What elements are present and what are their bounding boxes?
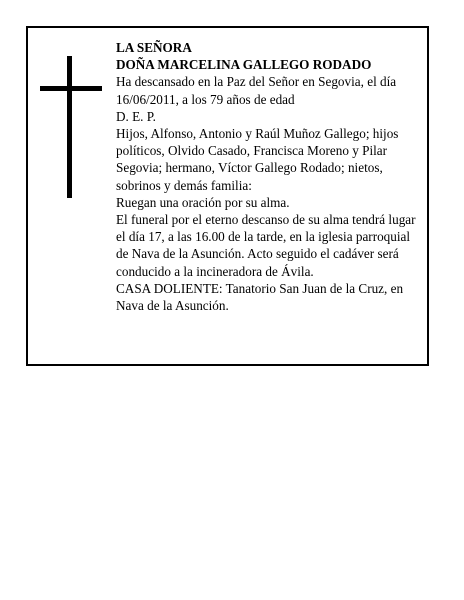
title-line: LA SEÑORA: [116, 40, 192, 55]
funeral-info: El funeral por el eterno descanso de su alma tendrá lugar el día 17, a las 16.00 de la tarde, en la iglesia parroquial de Nava de la Asunción. Acto seguido el cadáver será conducido a la incineradora de Ávila.: [116, 212, 416, 279]
obituary-text: [116, 39, 422, 314]
cross-horizontal-bar: [40, 86, 102, 91]
mourning-house: CASA DOLIENTE: Tanatorio San Juan de la Cruz, en Nava de la Asunción.: [116, 280, 404, 314]
rip-line: D. E. P.: [116, 108, 156, 124]
family-list: Hijos, Alfonso, Antonio y Raúl Muñoz Gallego; hijos políticos, Olvido Casado, Francisca Moreno y Pilar Segovia; hermano, Víctor Gallego Rodado; nietos, sobrinos y demás familia:: [116, 126, 399, 193]
cross-vertical-bar: [67, 56, 72, 198]
obituary-notice: [26, 26, 429, 366]
latin-cross-icon: [40, 56, 102, 198]
prayer-request: Ruegan una oración por su alma.: [116, 194, 290, 210]
death-announcement: Ha descansado en la Paz del Señor en Segovia, el día 16/06/2011, a los 79 años de edad: [116, 74, 397, 107]
deceased-name: DOÑA MARCELINA GALLEGO RODADO: [116, 57, 372, 73]
